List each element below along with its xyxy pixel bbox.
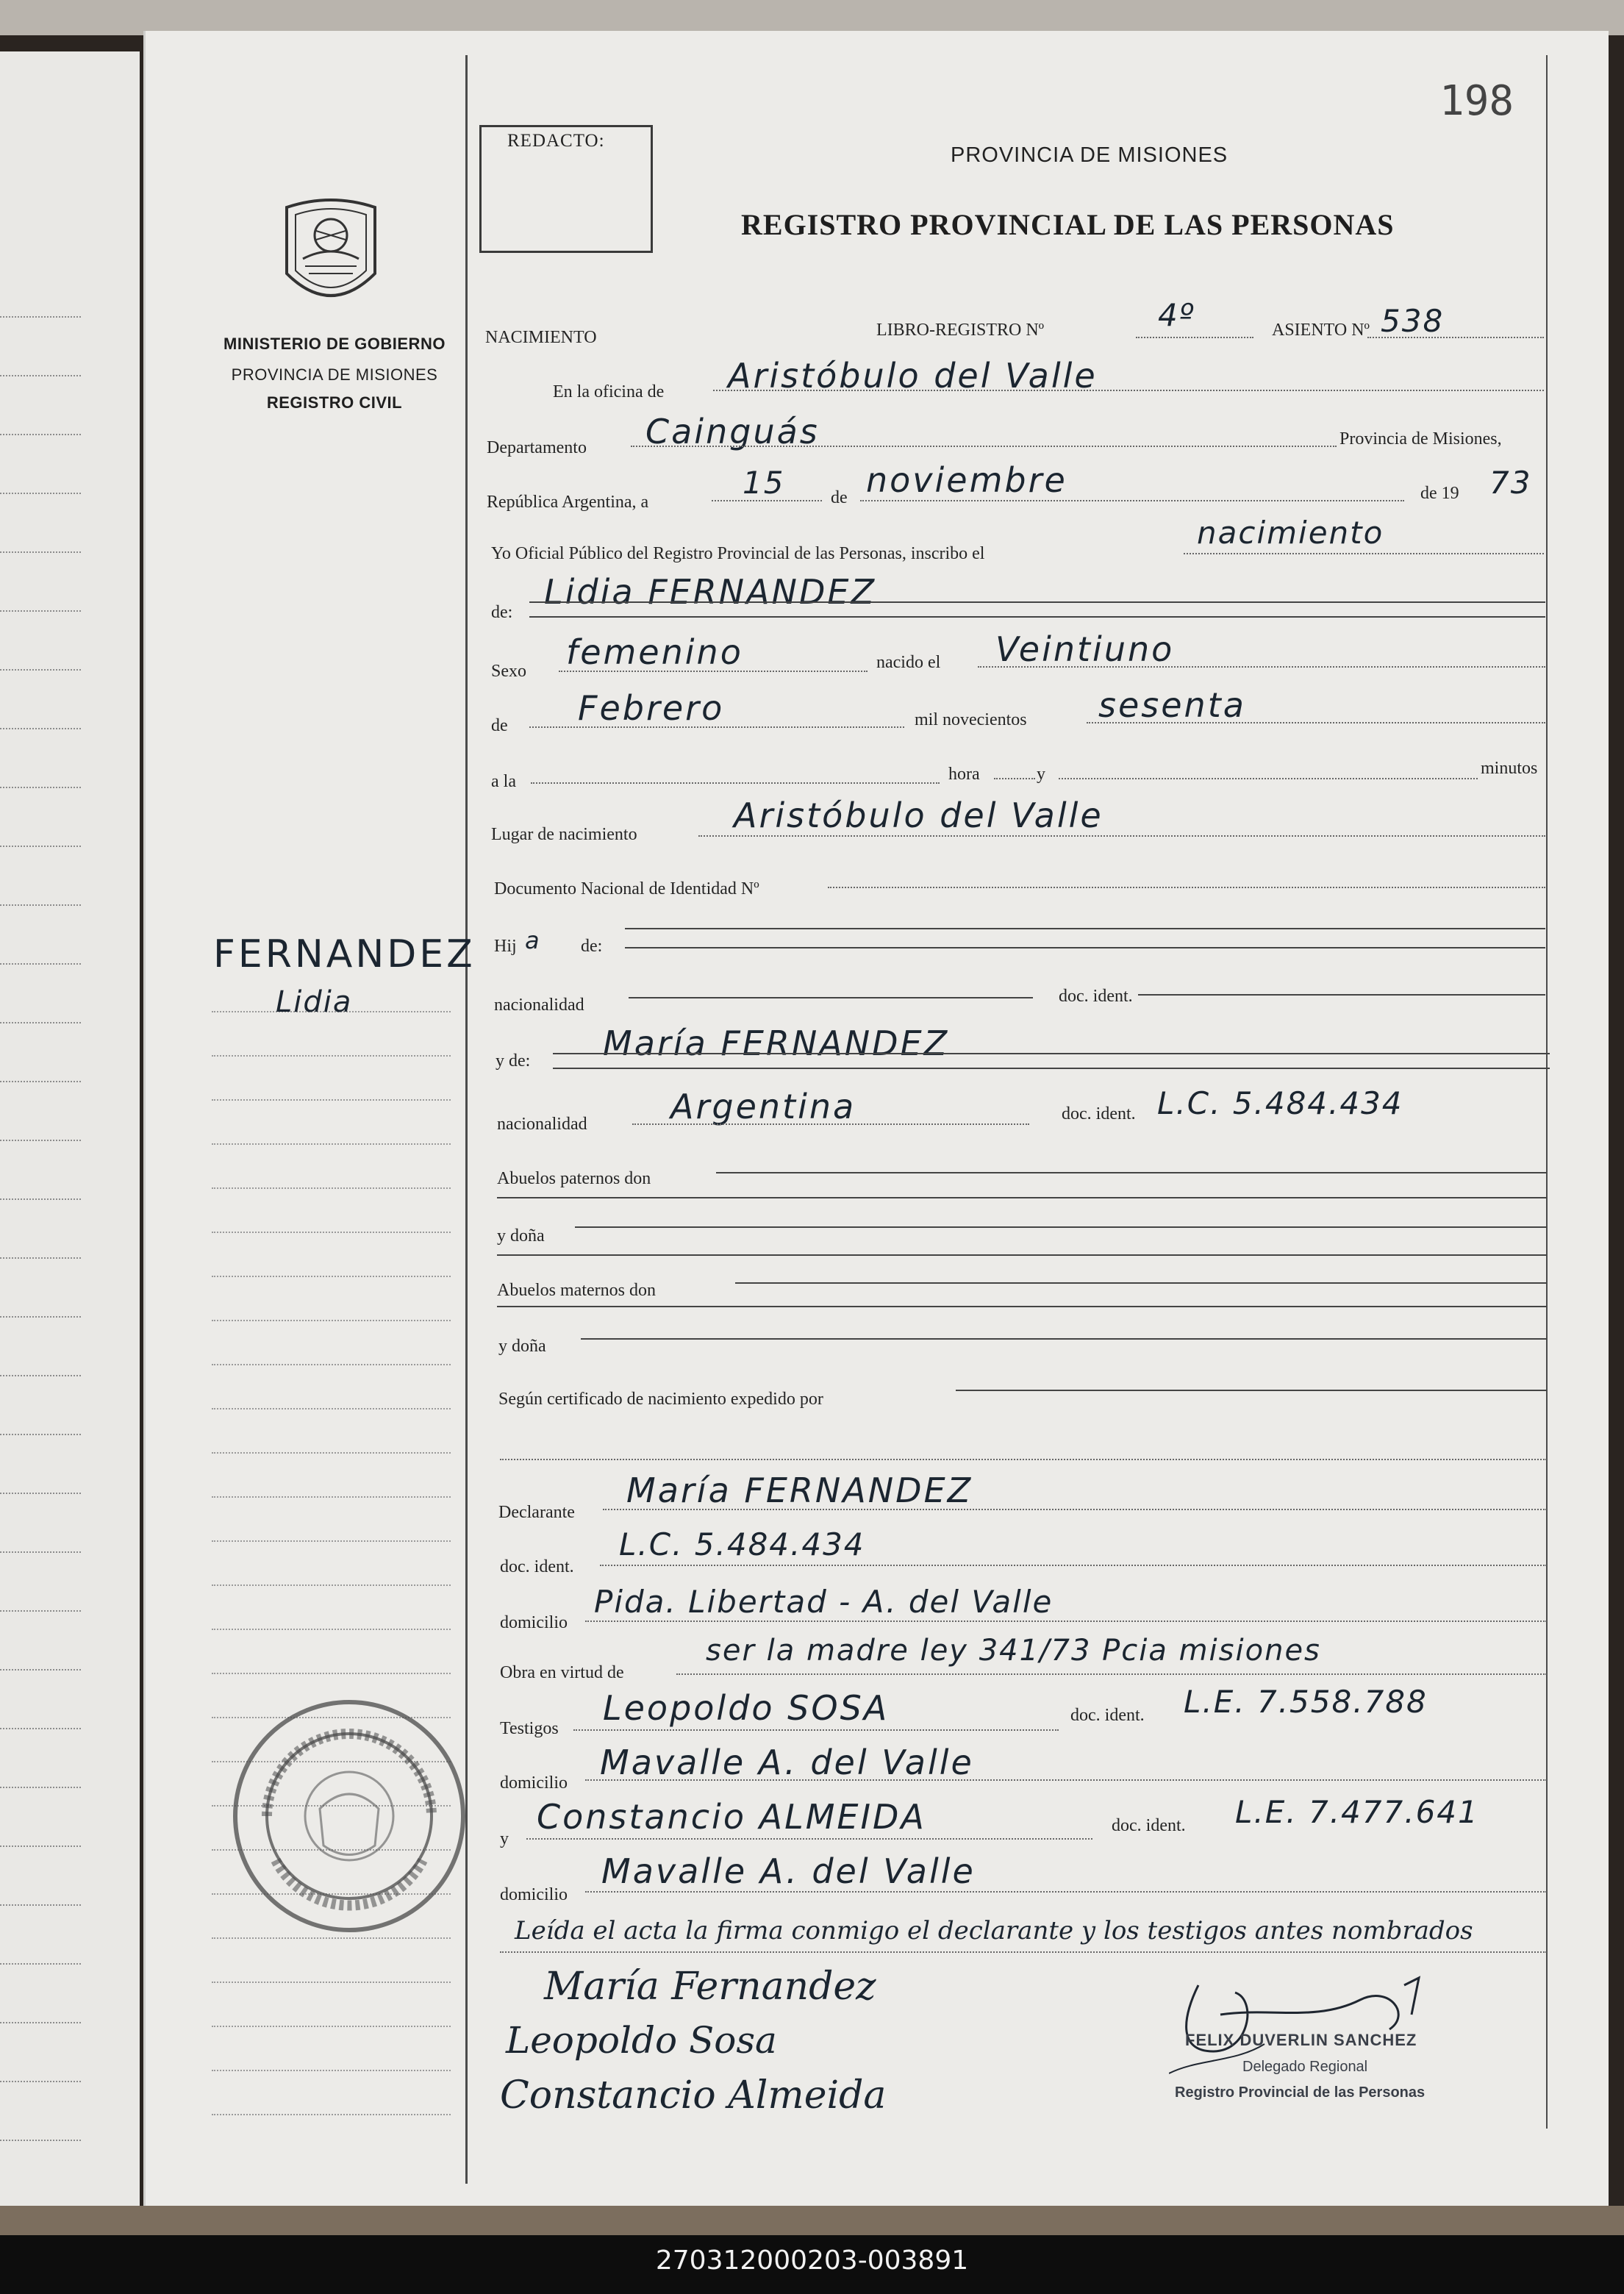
mother-doc-label: doc. ident.	[1062, 1104, 1136, 1123]
act-type-line	[1184, 553, 1544, 554]
father-doc-label: doc. ident.	[1059, 987, 1133, 1006]
witness1-signature: Leopoldo Sosa	[506, 2019, 777, 2062]
act-type-value: nacimiento	[1197, 515, 1384, 551]
person-line-2	[529, 616, 1545, 618]
father-doc-line	[1138, 994, 1545, 996]
book-line	[1136, 337, 1253, 338]
birthplace-line	[698, 835, 1545, 837]
month-value: noviembre	[866, 460, 1067, 500]
declarant-domicile-line	[585, 1621, 1547, 1622]
witness1-domicile-line	[585, 1779, 1547, 1781]
born-on-label: nacido el	[876, 653, 941, 672]
declarant-domicile-label: domicilio	[500, 1613, 568, 1632]
margin-given-name: Lidia	[276, 985, 353, 1019]
closing-line	[500, 1951, 1547, 1953]
birth-year-value: sesenta	[1098, 685, 1246, 725]
and-line	[994, 778, 1035, 779]
official-stamp-office: Registro Provincial de las Personas	[1175, 2084, 1426, 2101]
person-name: Lidia FERNANDEZ	[544, 572, 876, 612]
mother-line-2	[553, 1068, 1550, 1069]
right-rule	[1546, 55, 1548, 2129]
record-type-label: NACIMIENTO	[485, 328, 597, 347]
day-line	[712, 500, 822, 501]
and-label: y	[1037, 765, 1045, 784]
mother-nationality-value: Argentina	[670, 1087, 856, 1126]
letterhead-province: PROVINCIA DE MISIONES	[231, 365, 438, 384]
mother-line	[553, 1053, 1550, 1054]
province-title: PROVINCIA DE MISIONES	[951, 143, 1228, 167]
witness2-domicile-line	[585, 1891, 1547, 1893]
department-value: Cainguás	[645, 412, 820, 451]
by-virtue-line	[676, 1673, 1547, 1675]
entry-label: ASIENTO Nº	[1272, 321, 1370, 340]
republic-label: República Argentina, a	[487, 493, 649, 512]
child-suffix: a	[525, 926, 540, 954]
witness2-doc-label: doc. ident.	[1112, 1816, 1186, 1835]
redacto-label: REDACTO:	[507, 131, 605, 151]
certificate-label: Según certificado de nacimiento expedido por	[498, 1390, 823, 1409]
maternal-grandfather-line	[735, 1282, 1547, 1284]
declarant-doc-line	[600, 1565, 1547, 1566]
margin-surname: FERNANDEZ	[213, 932, 476, 976]
left-facing-page	[0, 51, 140, 2228]
month-of-label: de	[491, 716, 508, 735]
book-edge	[0, 2206, 1624, 2235]
paternal-extra-line-2	[497, 1254, 1547, 1256]
month-de-label: de	[831, 488, 848, 507]
maternal-extra-line	[497, 1306, 1547, 1307]
paternal-grandmother-line	[575, 1226, 1547, 1228]
sex-line	[559, 671, 868, 672]
declarant-doc-value: L.C. 5.484.434	[619, 1526, 865, 1562]
year-prefix-label: de 19	[1420, 484, 1459, 503]
father-line-2	[625, 947, 1545, 948]
minutes-line	[1059, 778, 1478, 779]
witness1-domicile-label: domicilio	[500, 1773, 568, 1793]
witness1-domicile-value: Mavalle A. del Valle	[600, 1743, 974, 1782]
witness2-doc-value: L.E. 7.477.641	[1235, 1794, 1479, 1830]
minutes-label: minutos	[1481, 759, 1538, 778]
certificate-line-2	[500, 1459, 1547, 1460]
official-stamp-name: FELIX DUVERLIN SANCHEZ	[1185, 2031, 1417, 2049]
witnesses-label: Testigos	[500, 1719, 559, 1738]
declarant-line	[603, 1509, 1547, 1510]
office-label: En la oficina de	[553, 382, 665, 401]
footer-id: 270312000203-003891	[655, 2245, 969, 2276]
paternal-grandfather-line	[716, 1172, 1547, 1173]
office-value: Aristóbulo del Valle	[728, 356, 1098, 396]
witness1-line	[573, 1729, 1059, 1731]
maternal-grandparents-label: Abuelos maternos don	[497, 1281, 656, 1300]
dni-label: Documento Nacional de Identidad Nº	[494, 879, 759, 898]
mother-name: María FERNANDEZ	[603, 1023, 950, 1063]
witness1-doc-label: doc. ident.	[1070, 1706, 1145, 1725]
ministry-name: MINISTERIO DE GOBIERNO	[223, 335, 446, 353]
coat-of-arms-icon	[272, 193, 390, 321]
day-value: 15	[743, 465, 785, 501]
birthplace-label: Lugar de nacimiento	[491, 825, 637, 844]
maternal-grandmother-line	[581, 1338, 1547, 1340]
witness2-domicile-value: Mavalle A. del Valle	[601, 1851, 976, 1891]
delegation-round-stamp	[224, 1691, 474, 1945]
by-virtue-label: Obra en virtud de	[500, 1663, 624, 1682]
father-line	[625, 928, 1545, 929]
dni-line	[828, 887, 1545, 888]
declarant-doc-label: doc. ident.	[500, 1557, 574, 1576]
year-value: 73	[1489, 465, 1532, 501]
at-the-label: a la	[491, 772, 516, 791]
maternal-grandmother-label: y doña	[498, 1337, 546, 1356]
birthplace-value: Aristóbulo del Valle	[734, 796, 1103, 835]
book-number: 4º	[1158, 297, 1195, 333]
entry-number: 538	[1381, 303, 1445, 339]
declarant-signature: María Fernandez	[544, 1965, 876, 2009]
witness1-name: Leopoldo SOSA	[603, 1688, 890, 1728]
footer-bar	[0, 2235, 1624, 2294]
department-label: Departamento	[487, 438, 587, 457]
and-of-label: y de:	[496, 1051, 531, 1071]
mother-nationality-line	[632, 1123, 1029, 1125]
registry-title: REGISTRO PROVINCIAL DE LAS PERSONAS	[741, 208, 1395, 241]
paternal-grandparents-label: Abuelos paternos don	[497, 1169, 651, 1188]
mother-nationality-label: nacionalidad	[497, 1115, 587, 1134]
hour-line	[531, 782, 940, 784]
background-strip	[0, 0, 1624, 35]
official-stamp-role: Delegado Regional	[1242, 2059, 1368, 2075]
witness2-domicile-label: domicilio	[500, 1885, 568, 1904]
witness2-and-label: y	[500, 1829, 509, 1848]
declarant-domicile-value: Pida. Libertad - A. del Valle	[594, 1584, 1054, 1620]
witness2-line	[526, 1838, 1092, 1840]
child-of-suffix-label: de:	[581, 937, 603, 956]
department-line	[631, 446, 1337, 447]
birth-year-line	[1087, 722, 1545, 723]
birth-day-value: Veintiuno	[995, 629, 1175, 669]
person-line	[529, 601, 1545, 603]
witness2-signature: Constancio Almeida	[500, 2073, 887, 2118]
sex-value: femenino	[566, 632, 743, 672]
page-number: 198	[1439, 77, 1514, 125]
hour-label: hora	[948, 765, 980, 784]
letterhead-civil-registry: REGISTRO CIVIL	[266, 393, 403, 412]
witness2-name: Constancio ALMEIDA	[537, 1797, 926, 1837]
month-line	[860, 500, 1404, 501]
father-nationality-line	[629, 997, 1033, 998]
certificate-line	[956, 1390, 1547, 1391]
mother-doc-value: L.C. 5.484.434	[1157, 1085, 1403, 1121]
by-virtue-value: ser la madre ley 341/73 Pcia misiones	[706, 1634, 1321, 1668]
thousand-nine-hundred-label: mil novecientos	[915, 710, 1027, 729]
child-of-label: Hij	[494, 937, 517, 956]
official-statement: Yo Oficial Público del Registro Provincial de las Personas, inscribo el	[491, 544, 985, 563]
paternal-grandmother-label: y doña	[497, 1226, 545, 1246]
office-line	[713, 390, 1544, 391]
witness1-doc-value: L.E. 7.558.788	[1184, 1684, 1428, 1720]
declarant-label: Declarante	[498, 1503, 575, 1522]
sex-label: Sexo	[491, 662, 526, 681]
entry-line	[1367, 337, 1544, 338]
paternal-extra-line	[497, 1197, 1547, 1198]
province-suffix-label: Provincia de Misiones,	[1339, 429, 1502, 449]
of-person-label: de:	[491, 603, 513, 622]
birth-day-line	[978, 666, 1545, 668]
birth-month-value: Febrero	[578, 688, 725, 728]
declarant-value: María FERNANDEZ	[626, 1471, 973, 1510]
father-nationality-label: nacionalidad	[494, 996, 584, 1015]
birth-month-line	[529, 726, 904, 728]
book-label: LIBRO-REGISTRO Nº	[876, 321, 1045, 340]
closing-note: Leída el acta la firma conmigo el declarante y los testigos antes nombrados	[515, 1916, 1473, 1945]
